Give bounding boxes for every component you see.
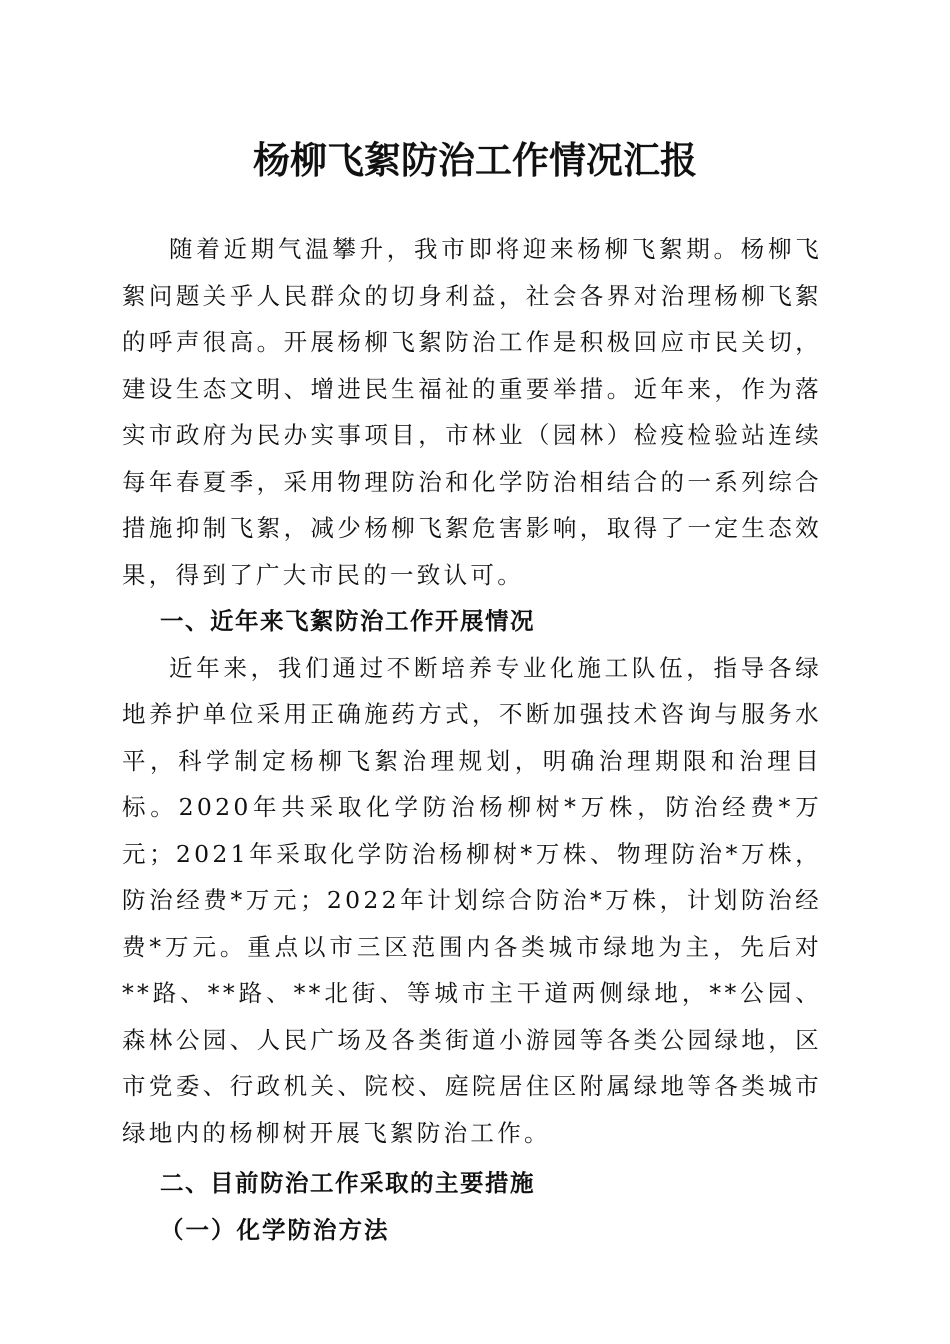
intro-paragraph: 随着近期气温攀升，我市即将迎来杨柳飞絮期。杨柳飞絮问题关乎人民群众的切身利益，社会各界对治理杨柳飞絮的呼声很高。开展杨柳飞絮防治工作是积极回应市民关切，建设生态文明、增进民生福祉的重要举措。近年来，作为落实市政府为民办实事项目，市林业（园林）检疫检验站连续每年春夏季，采用物理防治和化学防治相结合的一系列综合措施抑制飞絮，减少杨柳飞絮危害影响，取得了一定生态效果，得到了广大市民的一致认可。 bbox=[122, 235, 822, 589]
section-1-paragraph: 近年来，我们通过不断培养专业化施工队伍，指导各绿地养护单位采用正确施药方式，不断加强技术咨询与服务水平，科学制定杨柳飞絮治理规划，明确治理期限和治理目标。2020年共采取化学防治杨柳树*万株，防治经费*万元；2021年采取化学防治杨柳树*万株、物理防治*万株，防治经费*万元；2022年计划综合防治*万株，计划防治经费*万元。重点以市三区范围内各类城市绿地为主，先后对**路、**路、**北街、等城市主干道两侧绿地，**公园、森林公园、人民广场及各类街道小游园等各类公园绿地，区市党委、行政机关、院校、庭院居住区附属绿地等各类城市绿地内的杨柳树开展飞絮防治工作。 bbox=[122, 653, 822, 1147]
document-body bbox=[122, 226, 822, 1253]
section-2-heading: 二、目前防治工作采取的主要措施 bbox=[160, 1169, 535, 1197]
document-title: 杨柳飞絮防治工作情况汇报 bbox=[253, 138, 697, 182]
section-1-heading: 一、近年来飞絮防治工作开展情况 bbox=[160, 607, 535, 635]
section-2-subheading-1: （一）化学防治方法 bbox=[160, 1215, 390, 1244]
